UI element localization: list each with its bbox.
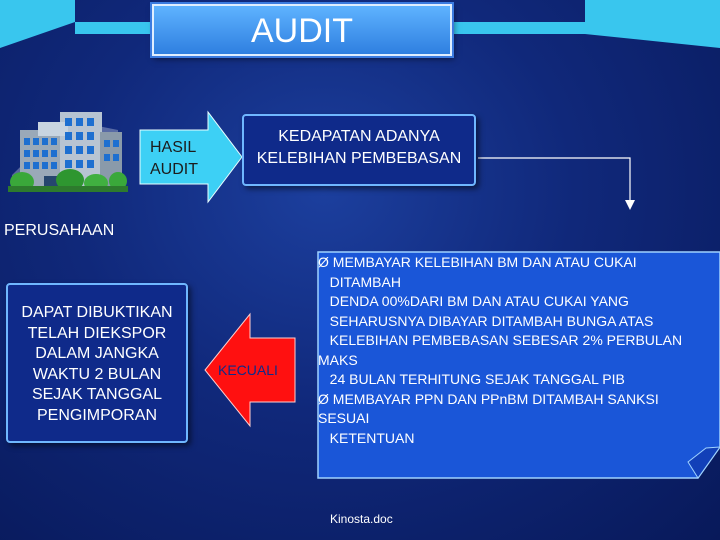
connector-arrowhead: [625, 200, 635, 210]
hasil-audit-label: [150, 137, 198, 181]
dapat-line-4: WAKTU 2 BULAN: [32, 365, 162, 383]
note-line-2: DITAMBAH: [318, 273, 401, 290]
note-line-9: SESUAI: [318, 410, 370, 426]
dapat-line-2: TELAH DIEKSPOR: [27, 324, 167, 342]
dapat-line-5: SEJAK TANGGAL: [31, 386, 163, 403]
footer-source: Kinosta.doc: [330, 512, 393, 526]
note-line-10: KETENTUAN: [318, 429, 415, 446]
dapat-line-6: PENGIMPORAN: [36, 406, 157, 424]
title-box: AUDIT: [152, 4, 452, 56]
connector-line: [478, 158, 630, 202]
top-left-banner: [0, 0, 75, 48]
kecuali-label: KECUALI: [218, 362, 278, 378]
kedapatan-line-1: KEDAPATAN ADANYA: [278, 128, 440, 145]
note-line-5: KELEBIHAN PEMBEBASAN SEBESAR 2% PERBULAN: [318, 332, 683, 348]
dapat-box: [6, 283, 188, 443]
sanction-note: [318, 253, 720, 475]
note-line-7: 24 BULAN TERHITUNG SEJAK TANGGAL PIB: [318, 371, 625, 387]
note-line-4: SEHARUSNYA DIBAYAR DITAMBAH BUNGA ATAS: [318, 312, 654, 329]
note-line-1: Ø MEMBAYAR KELEBIHAN BM DAN ATAU CUKAI: [318, 254, 637, 270]
kedapatan-line-2: KELEBIHAN PEMBEBASAN: [256, 150, 462, 167]
note-line-3: DENDA 00%DARI BM DAN ATAU CUKAI YANG: [318, 293, 629, 309]
top-left-banner-tail: [75, 22, 152, 34]
dapat-line-1: DAPAT DIBUKTIKAN: [21, 304, 173, 321]
dapat-line-3: DALAM JANGKA: [35, 345, 159, 362]
hasil-audit-line-1: HASIL: [150, 139, 197, 156]
perusahaan-label: PERUSAHAAN: [4, 222, 115, 239]
note-line-8: Ø MEMBAYAR PPN DAN PPnBM DITAMBAH SANKSI: [318, 390, 659, 407]
hasil-audit-line-2: AUDIT: [150, 161, 198, 178]
kedapatan-box: [242, 114, 476, 186]
note-line-6: MAKS: [318, 351, 358, 368]
top-right-banner: [448, 0, 720, 48]
